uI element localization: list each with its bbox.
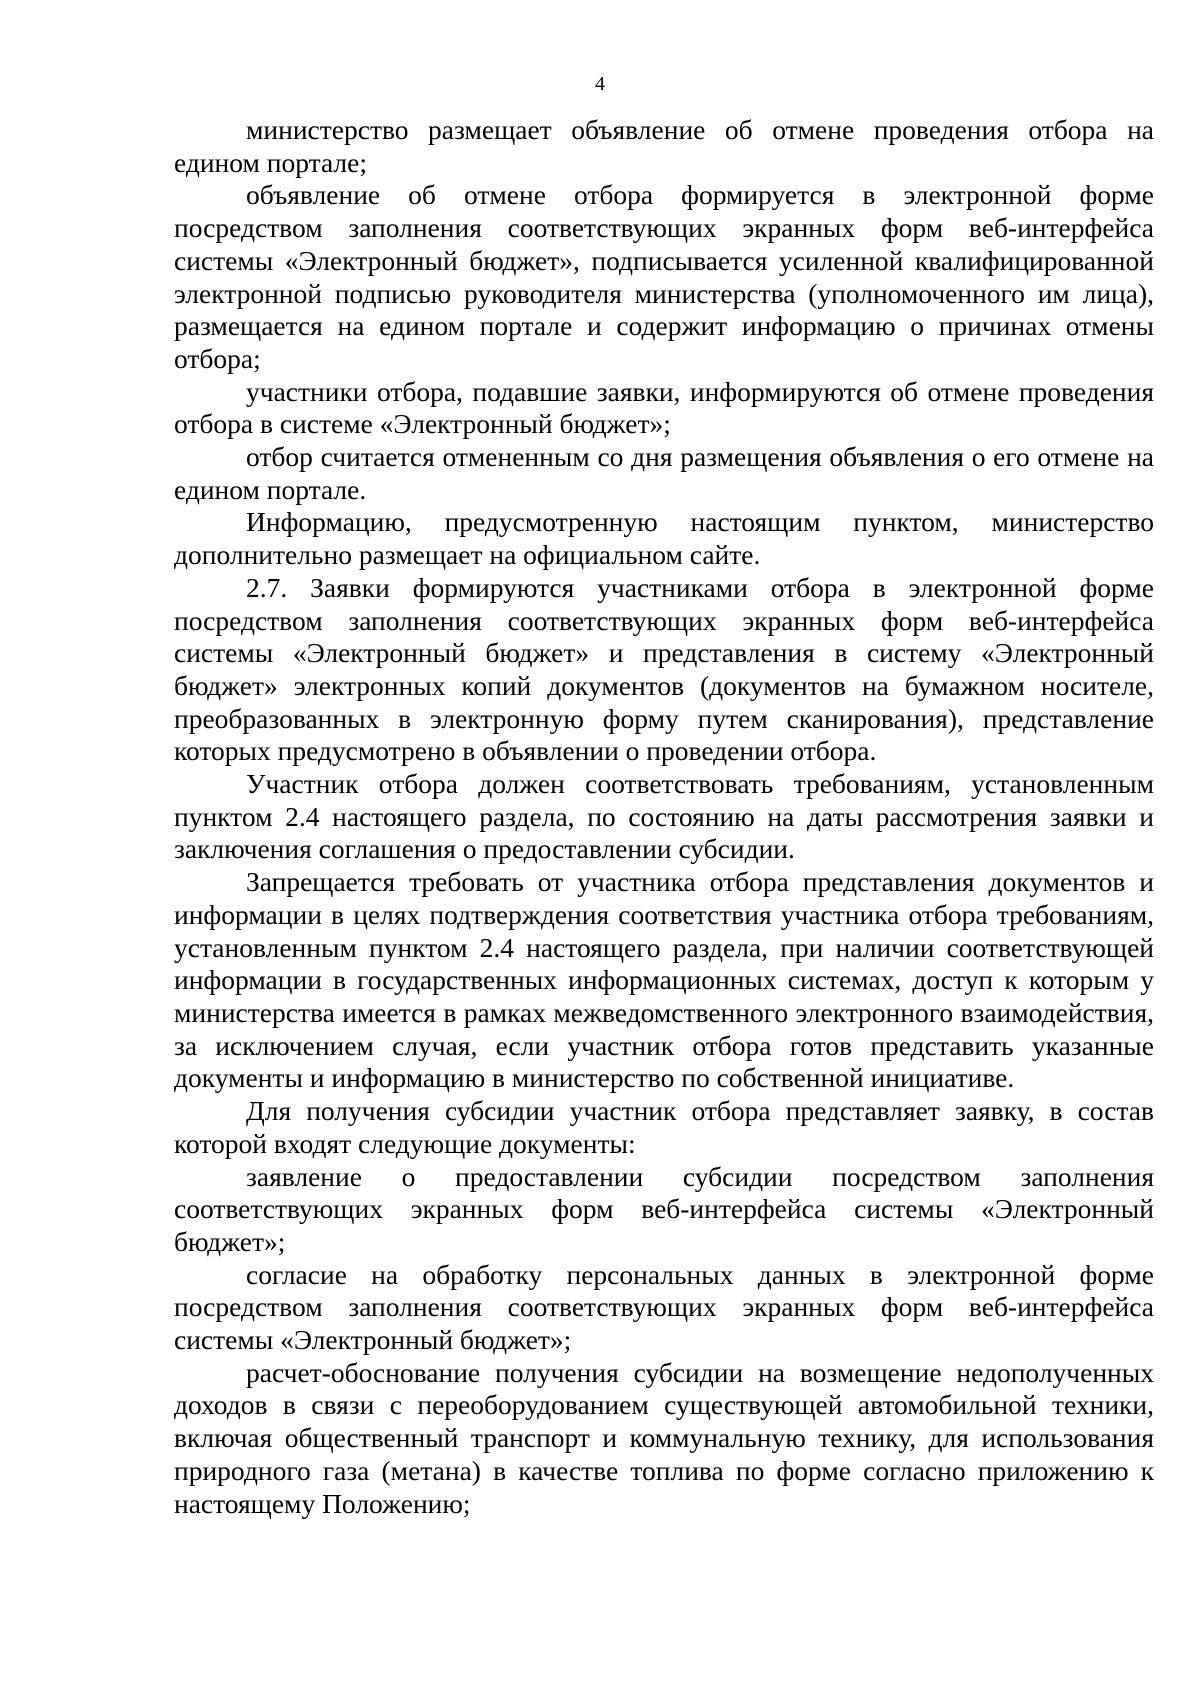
paragraph-official-site: Информацию, предусмотренную настоящим пунктом, министерство дополнительно размещает на официальном сайте. bbox=[174, 506, 1154, 571]
paragraph-section-2-7: 2.7. Заявки формируются участниками отбора в электронной форме посредством заполнения соответствующих экранных форм веб-интерфейса системы «Электронный бюджет» и представления в систему «Электронный бюджет» электронных копий документов (документов на бумажном носителе, преобразованных в электронную форму путем сканирования), представление которых предусмотрено в объявлении о проведении отбора. bbox=[174, 571, 1154, 767]
page-number: 4 bbox=[595, 73, 605, 95]
paragraph-prohibition: Запрещается требовать от участника отбора представления документов и информации в целях подтверждения соответствия участника отбора требованиям, установленным пунктом 2.4 настоящего раздела, при наличии соответствующей информации в государственных информационных системах, доступ к которым у министерства имеется в рамках межведомственного электронного взаимодействия, за исключением случая, если участник отбора готов представить указанные документы и информацию в министерство по собственной инициативе. bbox=[174, 866, 1154, 1094]
paragraph-personal-data-consent: согласие на обработку персональных данных в электронной форме посредством заполнения соответствующих экранных форм веб-интерфейса системы «Электронный бюджет»; bbox=[174, 1258, 1154, 1356]
paragraph-participant-requirements: Участник отбора должен соответствовать требованиям, установленным пунктом 2.4 настоящего раздела, по состоянию на даты рассмотрения заявки и заключения соглашения о предоставлении субсидии. bbox=[174, 768, 1154, 865]
paragraph-subsidy-calculation: расчет-обоснование получения субсидии на возмещение недополученных доходов в связи с переоборудованием существующей автомобильной техники, включая общественный транспорт и коммунальную технику, для использования природного газа (метана) в качестве топлива по форме согласно приложению к настоящему Положению; bbox=[174, 1356, 1154, 1519]
paragraph-cancellation-notice: объявление об отмене отбора формируется в электронной форме посредством заполнения соответствующих экранных форм веб-интерфейса системы «Электронный бюджет», подписывается усиленной квалифицированной электронной подписью руководителя министерства (уполномоченного им лица), размещается на едином портале и содержит информацию о причинах отмены отбора; bbox=[174, 179, 1154, 374]
document-body bbox=[174, 114, 1154, 1520]
paragraph-participants-informed: участники отбора, подавшие заявки, информируются об отмене проведения отбора в системе «Электронный бюджет»; bbox=[174, 375, 1154, 440]
paragraph-portal-announcement: министерство размещает объявление об отмене проведения отбора на едином портале; bbox=[174, 114, 1154, 178]
paragraph-selection-cancelled: отбор считается отмененным со дня размещения объявления о его отмене на едином портале. bbox=[174, 441, 1154, 505]
paragraph-application-contents: Для получения субсидии участник отбора представляет заявку, в состав которой входят следующие документы: bbox=[174, 1095, 1154, 1159]
paragraph-subsidy-statement: заявление о предоставлении субсидии посредством заполнения соответствующих экранных форм веб-интерфейса системы «Электронный бюджет»; bbox=[174, 1160, 1154, 1257]
